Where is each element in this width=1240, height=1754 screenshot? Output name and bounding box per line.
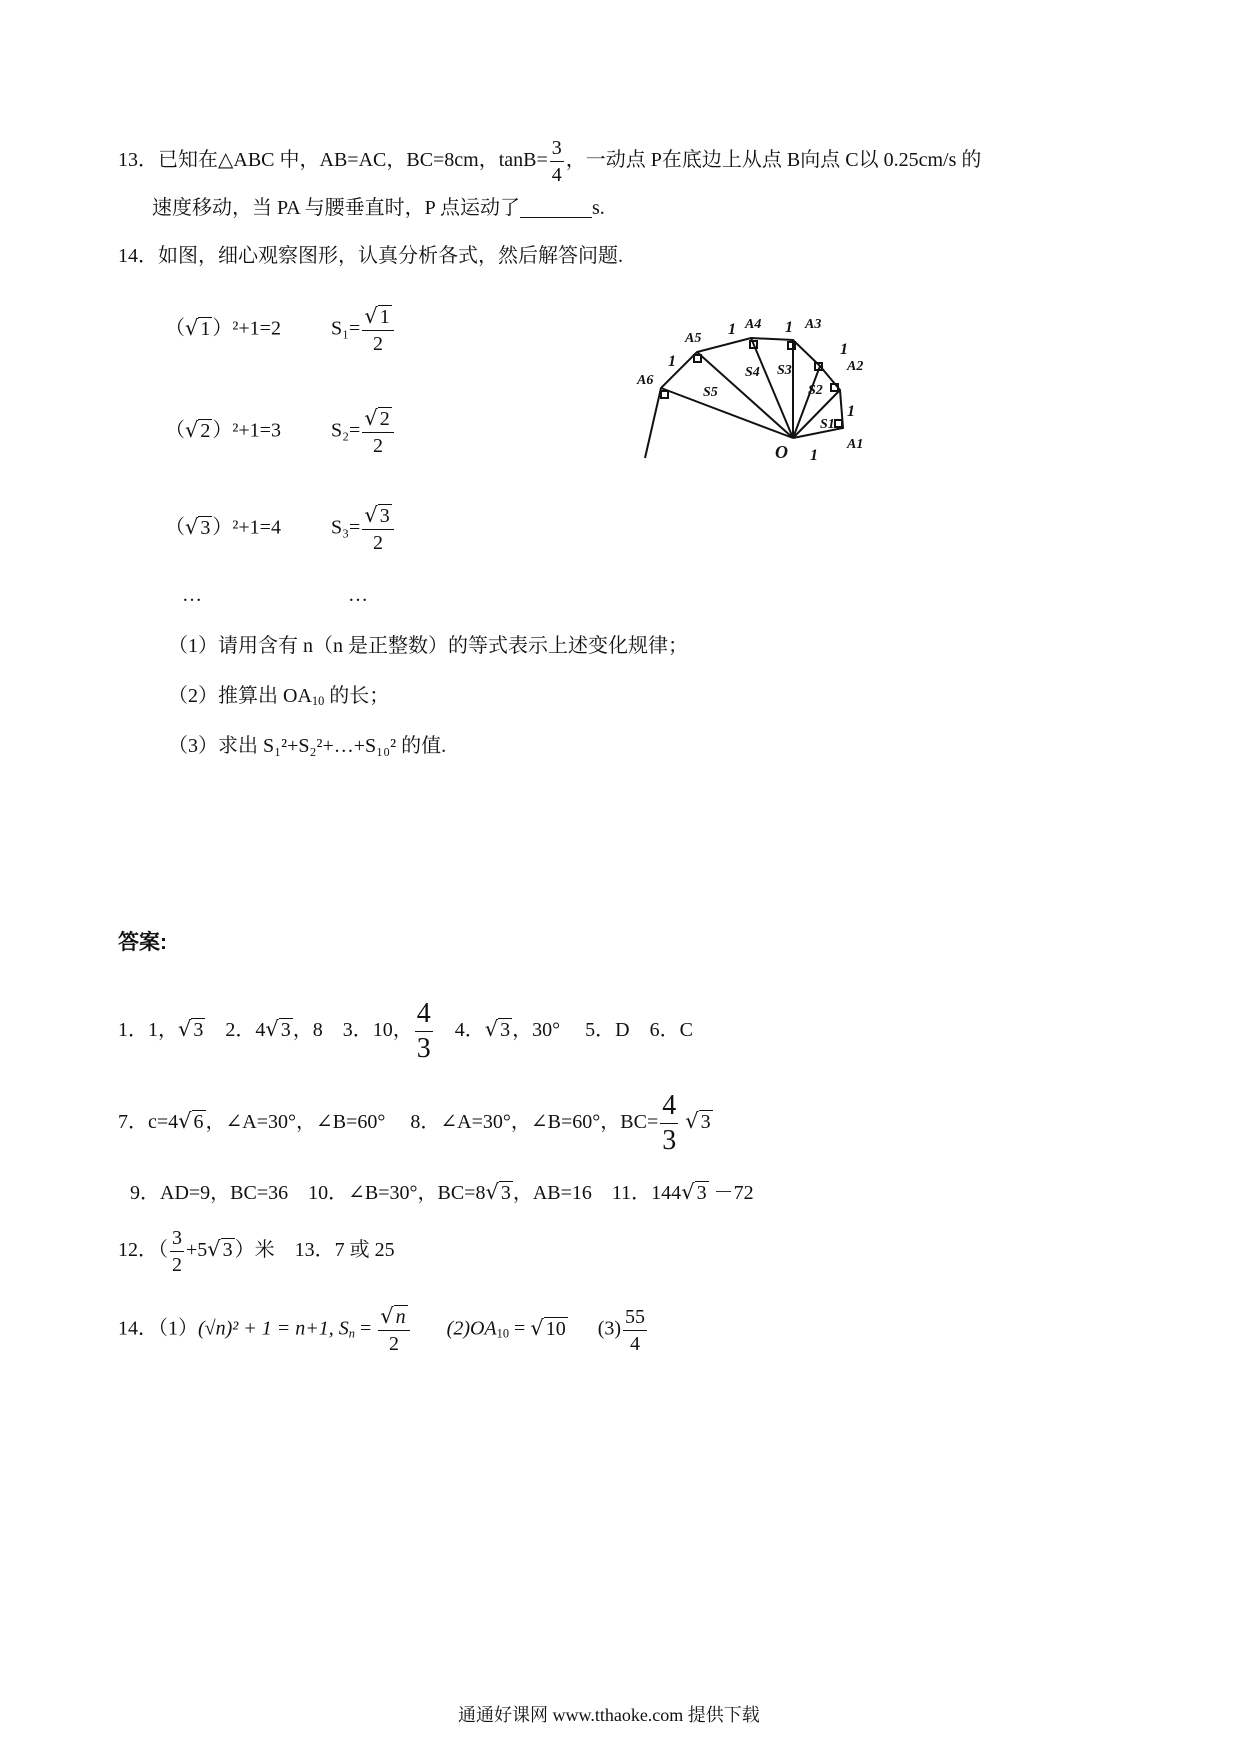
label-A3: A3 — [805, 317, 822, 332]
label-S4: S4 — [745, 365, 760, 380]
answer-line-4: 12．（ $\frac{3}{2}$ +5√ 3 ）米 13．7 或 25 — [118, 1227, 395, 1276]
q13-fraction: $\frac{3}{4}$ — [551, 137, 562, 186]
spiral-figure — [625, 298, 895, 478]
page-footer: 通通好课网 www.tthaoke.com 提供下载 — [458, 1705, 760, 1725]
q14-row-2: （√ 2 ）²+1=3 S₂= $\frac{√ 2}{2}$ — [165, 408, 396, 456]
answer-line-1: 1．1，√ 3 2．4√ 3 ，8 3．10， $\frac{4}{3}$ 4．√ 3 ，30° 5．D 6．C — [118, 998, 693, 1064]
edge-label: 1 — [840, 341, 848, 358]
label-A4: A4 — [745, 317, 762, 332]
edge-label: 1 — [785, 319, 793, 336]
label-O: O — [775, 442, 788, 462]
q14-sub3: （3）求出 S₁²+S₂²+…+S₁₀² 的值. — [168, 735, 447, 757]
q14-row-3: （√ 3 ）²+1=4 S₃= $\frac{√ 3}{2}$ — [165, 505, 396, 553]
label-A2: A2 — [847, 359, 864, 374]
label-S2: S2 — [808, 383, 823, 398]
q13-text-b: ，一动点 P在底边上从点 B向点 C以 0.25cm/s 的 — [565, 149, 982, 172]
ellipsis-right: … — [348, 584, 368, 606]
label-A6: A6 — [637, 373, 654, 388]
answers-heading: 答案: — [118, 931, 167, 954]
edge-label: 1 — [847, 403, 855, 420]
label-S3: S3 — [777, 363, 792, 378]
edge-label: 1 — [728, 321, 736, 338]
q14-row-1: （√ 1 ）²+1=2 S₁= $\frac{√ 1}{2}$ — [165, 306, 396, 354]
label-S1: S1 — [820, 417, 835, 432]
answer-line-2: 7．c=4√ 6 ，∠A=30°，∠B=60° 8．∠A=30°，∠B=60°，BC= $\frac{4}{3}$ √ 3 — [118, 1090, 711, 1156]
edge-label: 1 — [668, 353, 676, 370]
label-A5: A5 — [685, 331, 702, 346]
q13-text-a: 13．已知在△ABC 中，AB=AC，BC=8cm，tanB= — [118, 149, 548, 172]
q14-sub1: （1）请用含有 n（n 是正整数）的等式表示上述变化规律； — [168, 635, 688, 657]
q13-line1 — [118, 138, 981, 185]
q13-line2: 速度移动，当 PA 与腰垂直时，P 点运动了 s. — [152, 197, 605, 219]
answer-line-3: 9．AD=9，BC=36 10．∠B=30°，BC=8√ 3 ，AB=16 11．144√ 3 －72 — [130, 1180, 754, 1204]
answer-blank — [520, 199, 592, 218]
edge-label: 1 — [810, 447, 818, 464]
answer-line-5: 14．（1）(√n)² + 1 = n+1, $S_n$ = $\frac{√ n}{2}$ $(2)OA_{10}$ = √ 10 (3) $\frac{55}{4}$ — [118, 1304, 646, 1355]
q14-sub2: （2）推算出 $OA_{10}$ 的长； — [168, 685, 390, 709]
label-A1: A1 — [847, 437, 864, 452]
ellipsis-left: … — [182, 584, 202, 606]
q14-intro: 14．如图，细心观察图形，认真分析各式，然后解答问题. — [118, 245, 623, 267]
label-S5: S5 — [703, 385, 718, 400]
